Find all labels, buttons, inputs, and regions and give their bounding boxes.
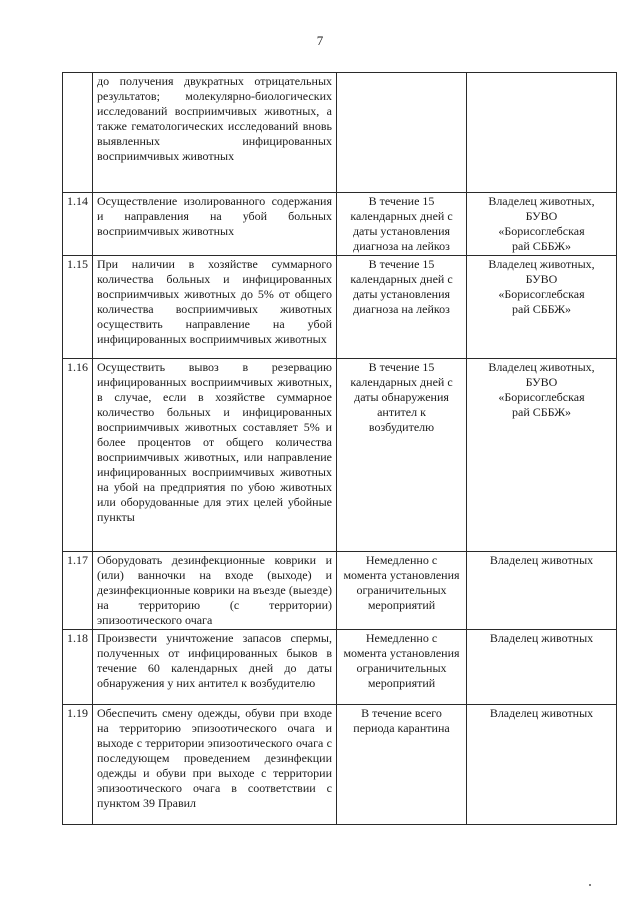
row-number: 1.14 — [63, 193, 93, 256]
row-number: 1.16 — [63, 359, 93, 552]
row-number — [63, 73, 93, 193]
table-row — [63, 552, 617, 630]
measure-text: до получения двукратных отрицательных результатов; молекулярно-биологических исследований восприимчивых животных, а также гематологических исследований вновь выявленных инфицированных восприимчивых животных — [93, 73, 337, 193]
measure-term — [337, 73, 467, 193]
measure-responsible: Владелец животных — [467, 705, 617, 825]
row-number: 1.19 — [63, 705, 93, 825]
measure-term: Немедленно с момента установления ограничительных мероприятий — [337, 552, 467, 630]
measure-responsible: Владелец животных — [467, 630, 617, 705]
measure-text: Произвести уничтожение запасов спермы, полученных от инфицированных быков в течение 60 календарных дней до даты обнаружения у них антител к возбудителю — [93, 630, 337, 705]
measure-responsible: Владелец животных — [467, 552, 617, 630]
measure-responsible — [467, 73, 617, 193]
measure-text: Оборудовать дезинфекционные коврики и (или) ванночки на входе (выходе) и дезинфекционные коврики на въезде (выезде) на территорию (с территории) эпизоотического очага — [93, 552, 337, 630]
measure-text: Обеспечить смену одежды, обуви при входе на территорию эпизоотического очага и выходе с территории эпизоотического очага с последующем проведением дезинфекции одежды и обуви при выходе с территории эпизоотического очага в соответствии с пунктом 39 Правил — [93, 705, 337, 825]
table-row — [63, 193, 617, 256]
table-row — [63, 256, 617, 359]
measure-responsible: Владелец животных, БУВО «Борисоглебская рай СББЖ» — [467, 193, 617, 256]
measure-term: В течение 15 календарных дней с даты установления диагноза на лейкоз — [337, 193, 467, 256]
measure-text: При наличии в хозяйстве суммарного количества больных и инфицированных восприимчивых животных до 5% от общего количества восприимчивых животных осуществить направление на убой инфицированных восприимчивых животных — [93, 256, 337, 359]
measures-table — [62, 72, 617, 825]
page-number: 7 — [316, 33, 324, 48]
row-number: 1.17 — [63, 552, 93, 630]
table-row — [63, 630, 617, 705]
table-row — [63, 73, 617, 193]
measure-term: В течение всего периода карантина — [337, 705, 467, 825]
measure-term: В течение 15 календарных дней с даты установления диагноза на лейкоз — [337, 256, 467, 359]
table-row — [63, 705, 617, 825]
scan-speck — [589, 884, 591, 886]
measure-text: Осуществить вывоз в резервацию инфицированных восприимчивых животных, в случае, если в хозяйстве суммарное количество больных и инфицированных восприимчивых животных составляет 5% и более процентов от общего количества восприимчивых животных, или направление инфицированных восприимчивых животных на убой на предприятия по убою животных или оборудованные для этих целей убойные пункты — [93, 359, 337, 552]
row-number: 1.15 — [63, 256, 93, 359]
measure-term: Немедленно с момента установления ограничительных мероприятий — [337, 630, 467, 705]
measure-responsible: Владелец животных, БУВО «Борисоглебская рай СББЖ» — [467, 359, 617, 552]
measure-term: В течение 15 календарных дней с даты обнаружения антител к возбудителю — [337, 359, 467, 552]
measure-responsible: Владелец животных, БУВО «Борисоглебская рай СББЖ» — [467, 256, 617, 359]
table-row — [63, 359, 617, 552]
measure-text: Осуществление изолированного содержания и направления на убой больных восприимчивых животных — [93, 193, 337, 256]
row-number: 1.18 — [63, 630, 93, 705]
